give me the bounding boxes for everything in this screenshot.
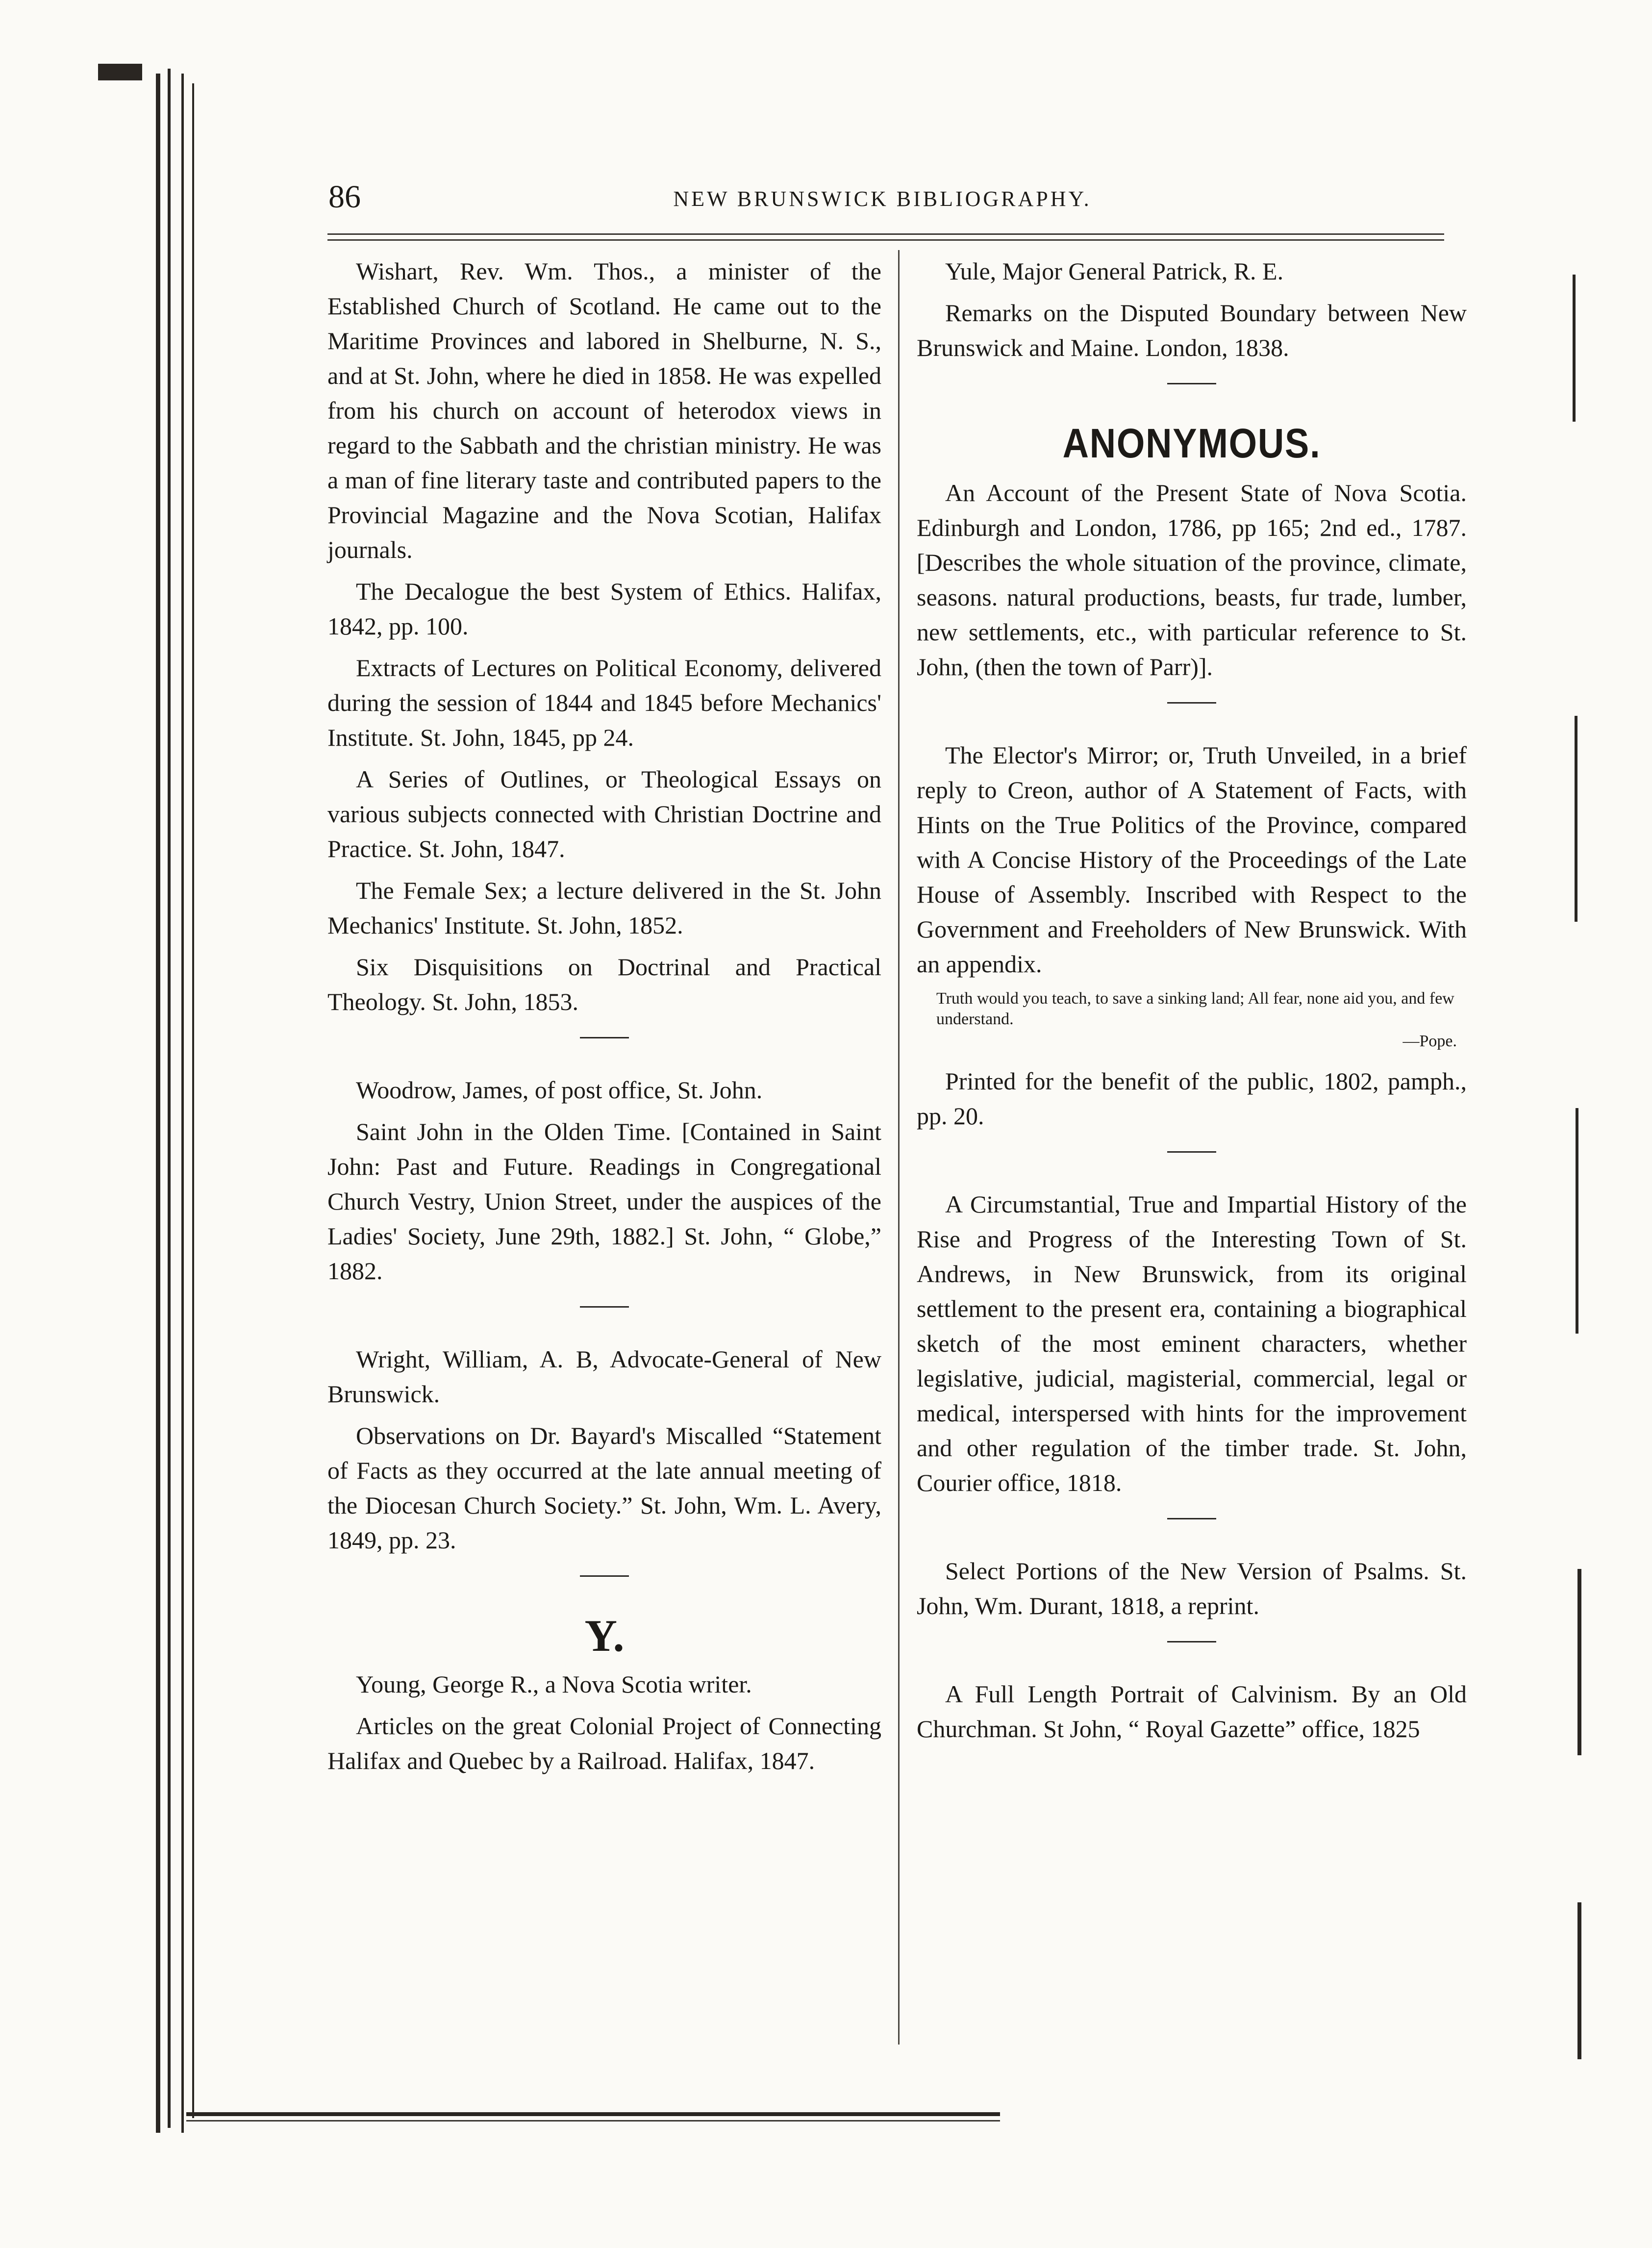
section-separator [580, 1306, 629, 1308]
bibliography-entry: Select Portions of the New Version of Psalms. St. John, Wm. Durant, 1818, a reprint. [917, 1557, 1467, 1619]
section-separator [1167, 702, 1216, 704]
bottom-rule [186, 2120, 1000, 2122]
section-separator [1167, 383, 1216, 384]
binding-mark [192, 83, 194, 2118]
binding-mark [181, 74, 184, 2133]
page-header [324, 178, 1441, 223]
bottom-rule [186, 2112, 1000, 2116]
bibliography-entry: Extracts of Lectures on Political Economy, delivered during the session of 1844 and 1845 before Mechanics' Institute. St. John, 1845, pp 24. [327, 654, 881, 751]
section-separator [1167, 1641, 1216, 1642]
epigraph-quote: Truth would you teach, to save a sinking land; All fear, none aid you, and few understand. [936, 989, 1454, 1028]
bibliography-entry: A Series of Outlines, or Theological Essays on various subjects connected with Christian Doctrine and Practice. St. John, 1847. [327, 765, 881, 862]
bibliography-entry: Wishart, Rev. Wm. Thos., a minister of the Established Church of Scotland. He came out to the Maritime Provinces and labored in Shelburne, N. S., and at St. John, where he died in 1858. He was expelled from his church on account of heterodox views in regard to the Sabbath and the christian ministry. He was a man of fine literary taste and contributed papers to the Provincial Magazine and the Nova Scotian, Halifax journals. [327, 257, 881, 563]
running-title: NEW BRUNSWICK BIBLIOGRAPHY. [673, 187, 1092, 211]
bibliography-entry: Young, George R., a Nova Scotia writer. [356, 1670, 752, 1698]
section-separator [1167, 1151, 1216, 1153]
column-divider [898, 250, 900, 2045]
left-column [327, 254, 881, 1785]
letter-heading: Y. [584, 1611, 625, 1661]
margin-mark [1575, 716, 1577, 922]
bibliography-entry: The Decalogue the best System of Ethics. Halifax, 1842, pp. 100. [327, 578, 881, 640]
binding-mark [98, 64, 142, 80]
margin-mark [1576, 1108, 1578, 1334]
bibliography-entry: Yule, Major General Patrick, R. E. [945, 257, 1284, 285]
margin-mark [1577, 1902, 1581, 2059]
bibliography-entry: The Female Sex; a lecture delivered in the St. John Mechanics' Institute. St. John, 1852. [327, 877, 881, 939]
bibliography-entry: The Elector's Mirror; or, Truth Unveiled, in a brief reply to Creon, author of A Statement of Facts, with Hints on the True Politics of the Province, compared with A Concise History of the Proceedings of the Late House of Assembly. Inscribed with Respect to the Government and Freeholders of New Brunswick. With an appendix. [917, 741, 1467, 978]
section-separator [580, 1575, 629, 1577]
bibliography-entry: A Circumstantial, True and Impartial History of the Rise and Progress of the Interesting Town of St. Andrews, in New Brunswick, from its original settlement to the present era, containing a biographical sketch of the most eminent characters, whether legislative, judicial, magisterial, commercial, legal or medical, interspersed with hints for the improvement and other regulation of the timber trade. St. John, Courier office, 1818. [917, 1190, 1467, 1496]
bibliography-entry: Remarks on the Disputed Boundary between New Brunswick and Maine. London, 1838. [917, 299, 1467, 361]
section-heading: ANONYMOUS. [1062, 420, 1321, 466]
header-rule [327, 233, 1444, 235]
epigraph-attribution: —Pope. [1402, 1032, 1457, 1050]
bibliography-entry: An Account of the Present State of Nova Scotia. Edinburgh and London, 1786, pp 165; 2nd ed., 1787. [Describes the whole situation of the province, climate, seasons. natural productions, beasts, fur trade, lumber, new settlements, etc., with particular reference to St. John, (then the town of Parr)]. [917, 479, 1467, 681]
header-rule [327, 239, 1444, 241]
bibliography-entry: Articles on the great Colonial Project of Connecting Halifax and Quebec by a Railroad. Halifax, 1847. [327, 1712, 881, 1774]
binding-mark [168, 69, 171, 2128]
margin-mark [1573, 275, 1576, 422]
bibliography-entry: Wright, William, A. B, Advocate-General of New Brunswick. [327, 1345, 881, 1408]
bibliography-entry: Printed for the benefit of the public, 1802, pamph., pp. 20. [917, 1067, 1467, 1130]
bibliography-entry: Woodrow, James, of post office, St. John. [356, 1076, 763, 1104]
page-number: 86 [328, 179, 361, 215]
bibliography-entry: Six Disquisitions on Doctrinal and Practical Theology. St. John, 1853. [327, 953, 881, 1015]
bibliography-entry: A Full Length Portrait of Calvinism. By an Old Churchman. St John, “ Royal Gazette” office, 1825 [917, 1680, 1467, 1743]
margin-mark [1577, 1569, 1581, 1755]
right-column [917, 254, 1467, 1753]
bibliography-entry: Observations on Dr. Bayard's Miscalled “Statement of Facts as they occurred at the late annual meeting of the Diocesan Church Society.” St. John, Wm. L. Avery, 1849, pp. 23. [327, 1422, 881, 1554]
binding-mark [156, 74, 160, 2133]
bibliography-entry: Saint John in the Olden Time. [Contained in Saint John: Past and Future. Readings in Congregational Church Vestry, Union Street, under the auspices of the Ladies' Society, June 29th, 1882.] St. John, “ Globe,” 1882. [327, 1118, 881, 1285]
section-separator [580, 1037, 629, 1038]
section-separator [1167, 1518, 1216, 1519]
